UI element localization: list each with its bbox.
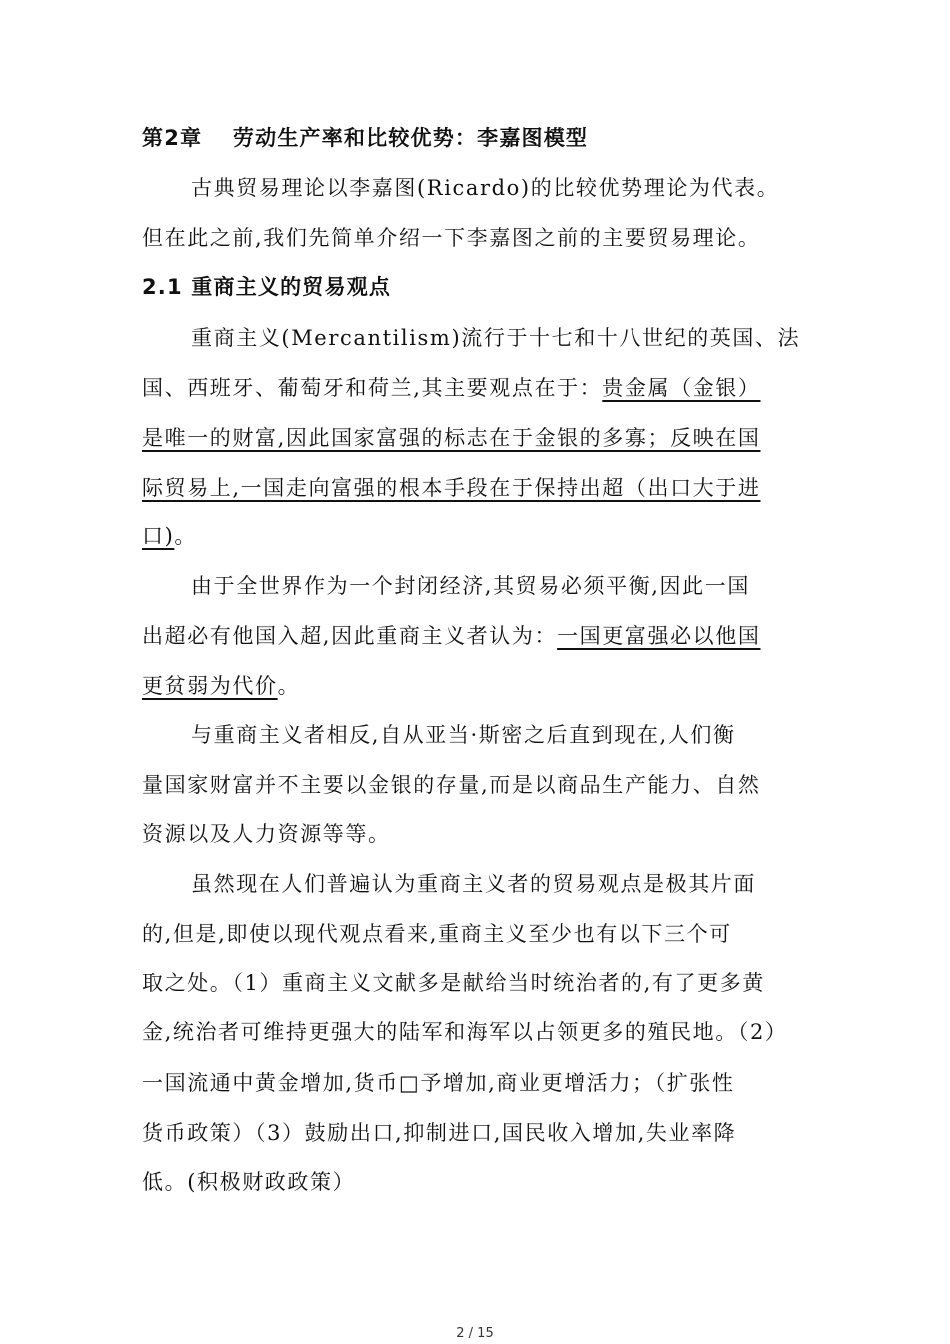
chapter-title: 第2章 劳动生产率和比较优势：李嘉图模型 (142, 126, 589, 150)
p1-underline-end: 口) (142, 524, 175, 548)
p4-line-1: 虽然现在人们普遍认为重商主义者的贸易观点是极其片面 (191, 872, 756, 896)
p2-line-2 (142, 622, 760, 650)
p4-line-4: 金,统治者可维持更强大的陆军和海军以占领更多的殖民地。（2） (142, 1020, 788, 1044)
p3-line-2: 量国家财富并不主要以金银的存量,而是以商品生产能力、自然 (142, 773, 761, 797)
page-number: 2 / 15 (456, 1326, 494, 1341)
p2-underline-2: 更贫弱为代价 (142, 674, 278, 698)
p4-line-7: 低。(积极财政政策） (142, 1170, 356, 1194)
p4-line-5: 一国流通中黄金增加,货币□予增加,商业更增活力；（扩张性 (142, 1071, 735, 1095)
section-title: 2.1 重商主义的贸易观点 (142, 275, 392, 299)
p1-line-1: 重商主义(Mercantilism)流行于十七和十八世纪的英国、法 (191, 326, 801, 350)
p2-line-3-text: 。 (277, 674, 301, 698)
p1-line-4: 际贸易上,一国走向富强的根本手段在于保持出超（出口大于进 (142, 476, 761, 500)
p4-line-2: 的,但是,即使以现代观点看来,重商主义至少也有以下三个可 (142, 922, 732, 946)
p1-line-3: 是唯一的财富,因此国家富强的标志在于金银的多寡；反映在国 (142, 426, 761, 450)
p3-line-1: 与重商主义者相反,自从亚当·斯密之后直到现在,人们衡 (191, 723, 736, 747)
intro-line-1: 古典贸易理论以李嘉图(Ricardo)的比较优势理论为代表。 (191, 176, 780, 200)
p1-line-5-text: 。 (174, 524, 198, 548)
p2-line-1: 由于全世界作为一个封闭经济,其贸易必须平衡,因此一国 (191, 574, 750, 598)
p1-line-5 (142, 522, 197, 550)
p1-underline-1: 贵金属（金银） (602, 376, 761, 400)
p1-line-2 (142, 374, 760, 402)
p2-line-3 (142, 672, 300, 700)
p2-underline-1: 一国更富强必以他国 (557, 624, 761, 648)
p4-line-3: 取之处。（1）重商主义文献多是献给当时统治者的,有了更多黄 (142, 971, 765, 995)
p2-line-2-text: 出超必有他国入超,因此重商主义者认为： (142, 624, 558, 648)
p3-line-3: 资源以及人力资源等等。 (142, 822, 391, 846)
p1-line-2-text: 国、西班牙、葡萄牙和荷兰,其主要观点在于： (142, 376, 603, 400)
intro-line-2: 但在此之前,我们先简单介绍一下李嘉图之前的主要贸易理论。 (142, 226, 761, 250)
p4-line-6: 货币政策）（3）鼓励出口,抑制进口,国民收入增加,失业率降 (142, 1121, 737, 1145)
